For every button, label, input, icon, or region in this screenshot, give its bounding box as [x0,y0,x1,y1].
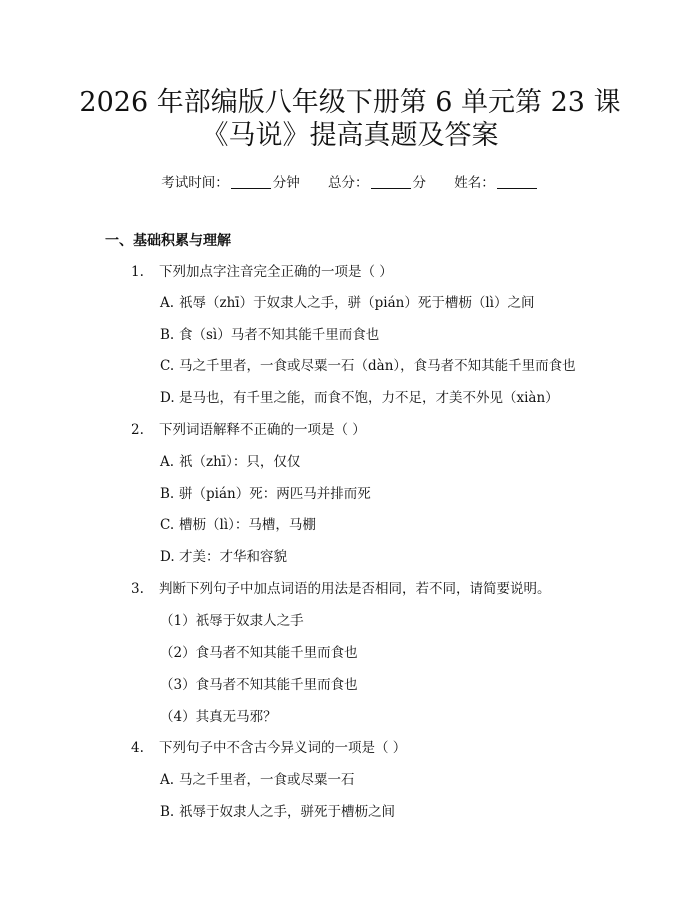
option-label: B. [160,804,175,820]
question-number: 4. [131,740,144,756]
option-text: 马之千里者，一食或尽粟一石（dàn），食马者不知其能千里而食也 [179,358,576,374]
name-field [454,171,539,191]
exam-time-field [161,171,300,191]
name-blank [497,188,537,189]
document-title-line2: 《马说》提高真题及答案 [201,120,499,151]
exam-info-row [0,171,700,191]
question-4-option-b [160,803,395,821]
question-1-option-b [160,326,379,344]
question-1 [131,263,393,281]
question-2-option-d [160,548,287,566]
option-text: 马之千里者，一食或尽粟一石 [179,772,355,788]
option-label: C. [160,517,175,533]
question-2-option-a [160,453,300,471]
option-text: 骈（pián）死：两匹马并排而死 [179,486,371,502]
option-label: B. [160,486,175,502]
exam-time-unit: 分钟 [272,175,300,191]
option-label: D. [160,549,175,565]
question-3-sub-2: （2）食马者不知其能千里而食也 [160,645,358,661]
question-number: 2. [131,422,144,438]
total-score-label: 总分： [328,175,369,191]
option-label: B. [160,327,175,343]
name-label: 姓名： [454,175,495,191]
exam-time-label: 考试时间： [161,175,229,191]
total-score-unit: 分 [412,175,426,191]
question-1-option-c [160,357,576,375]
question-4-option-a [160,771,355,789]
option-label: A. [160,454,175,470]
total-score-blank [371,188,411,189]
option-text: 祇辱于奴隶人之手，骈死于槽枥之间 [179,804,395,820]
question-2-option-c [160,516,316,534]
question-2-option-b [160,485,371,503]
document-title-line1: 2026 年部编版八年级下册第 6 单元第 23 课 [79,87,621,118]
question-3-sub-1: （1）祇辱于奴隶人之手 [160,613,304,629]
total-score-field [328,171,426,191]
question-text: 下列词语解释不正确的一项是（ ） [159,422,366,438]
question-3-sub-4: （4）其真无马邪？ [160,709,277,725]
question-2 [131,421,366,439]
question-number: 1. [131,264,144,280]
question-3 [131,580,551,598]
option-text: 是马也，有千里之能，而食不饱，力不足，才美不外见（xiàn） [179,390,559,406]
option-text: 槽枥（lì）：马槽，马棚 [179,517,316,533]
option-label: A. [160,295,175,311]
question-number: 3. [131,581,144,597]
question-text: 下列加点字注音完全正确的一项是（ ） [159,264,393,280]
question-3-sub-3: （3）食马者不知其能千里而食也 [160,677,358,693]
option-text: 食（sì）马者不知其能千里而食也 [179,327,380,343]
question-1-option-a [160,294,534,312]
option-label: D. [160,390,175,406]
question-4 [131,739,406,757]
question-text: 判断下列句子中加点词语的用法是否相同，若不同，请简要说明。 [159,581,551,597]
option-label: C. [160,358,175,374]
exam-time-blank [231,188,271,189]
section-title: 一、基础积累与理解 [105,233,231,249]
option-text: 祇（zhī）：只，仅仅 [179,454,301,470]
question-text: 下列句子中不含古今异义词的一项是（ ） [159,740,407,756]
option-text: 祇辱（zhī）于奴隶人之手，骈（pián）死于槽枥（lì）之间 [179,295,535,311]
option-label: A. [160,772,175,788]
question-1-option-d [160,389,559,407]
option-text: 才美：才华和容貌 [179,549,287,565]
